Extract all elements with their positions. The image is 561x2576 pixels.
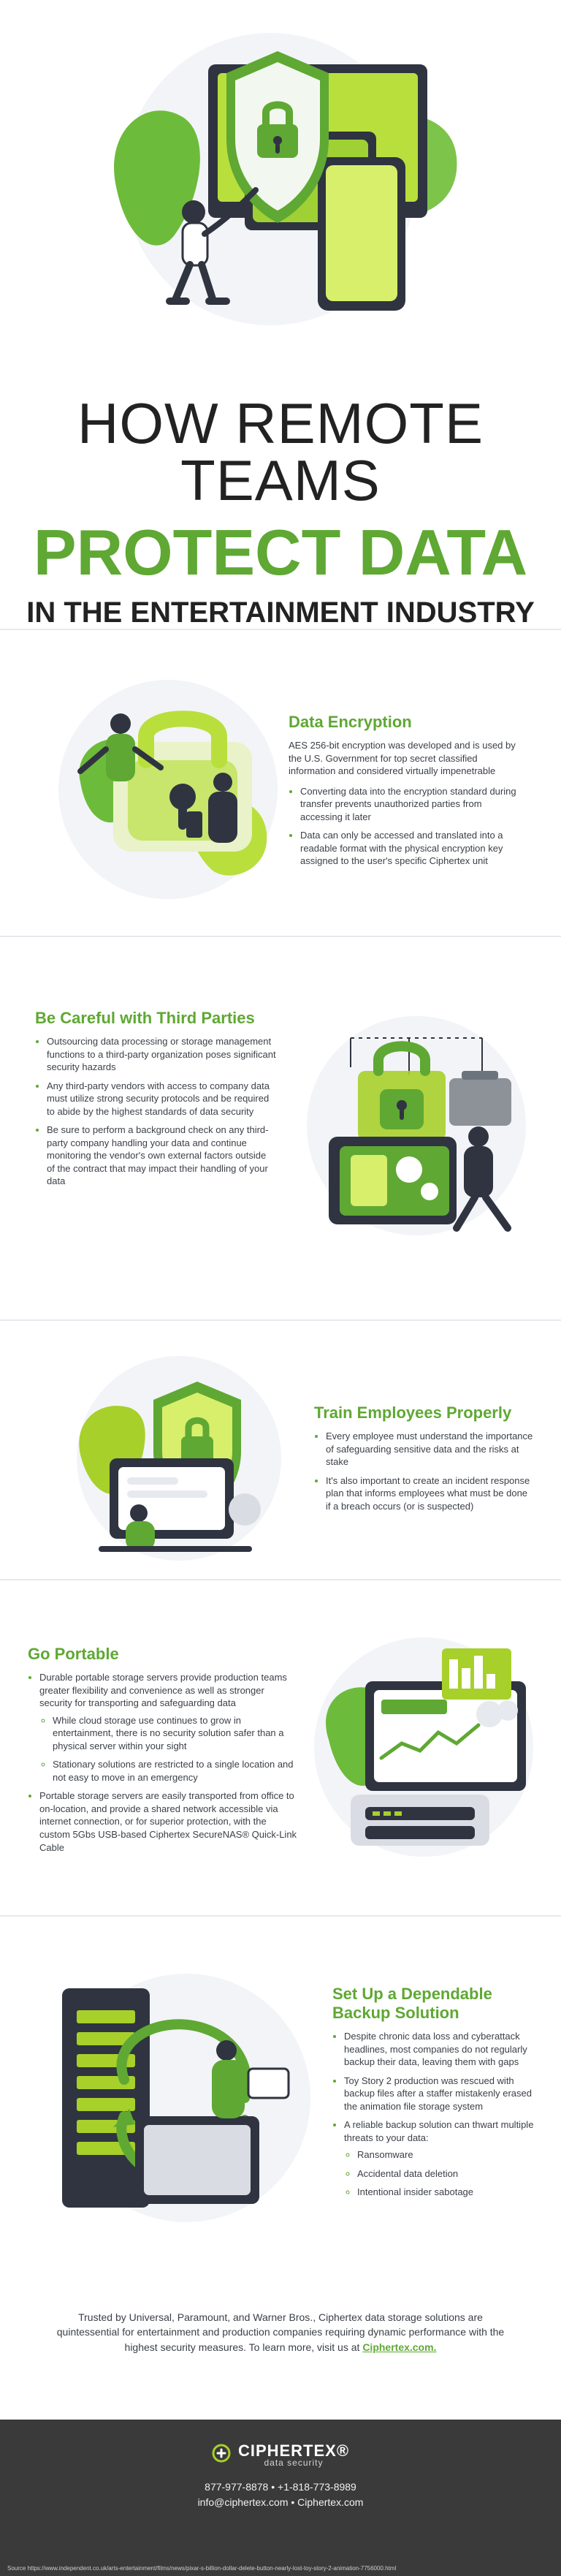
section-divider [0,1915,561,1917]
data-encryption-bullet: • Converting data into the encryption standard during transfer prevents unauthorized parties from accessing it later [300,785,522,824]
backup-bullet-text: A reliable backup solution can thwart multiple threats to your data: [344,2119,534,2143]
footer-contact [0,2480,561,2510]
go-portable-bullet-text: Durable portable storage servers provide production teams greater flexibility and convenience as well as stronger security for transporting and safeguarding data [39,1672,287,1709]
hero-section [0,0,561,629]
backup-bullets [332,2030,537,2199]
data-encryption-title: Data Encryption [289,713,412,731]
data-encryption-bullet: • Data can only be accessed and translated into a readable format with the physical encryption key assigned to the user's specific Ciphertex unit [300,829,522,868]
backup-threat: ◦ Ransomware [357,2148,537,2162]
third-parties-bullet: • Be sure to perform a background check on any third-party company handling your data and continue monitoring the vendor's own external factors outside of the contract that may impact their handling of your data [47,1124,276,1188]
data-encryption-art-svg [58,673,278,906]
go-portable-illustration [299,1630,541,1864]
go-portable-bullets [28,1671,298,1854]
backup-art-svg [33,1959,310,2237]
backup-bullet [344,2118,537,2199]
backup-illustration [33,1959,310,2237]
train-employees-bullet: • Every employee must understand the importance of safeguarding sensitive data and the risks at stake [326,1430,533,1469]
go-portable-art-svg [299,1630,541,1864]
section-divider [0,1319,561,1321]
section-divider [0,629,561,630]
third-parties-content [35,1009,276,1194]
footer-source: Source https://www.independent.co.uk/arts-entertainment/films/news/pixar-s-billion-dollar-delete-button-nearly-lost-toy-story-2-animation-7756000.html [7,2565,397,2572]
ciphertex-link[interactable]: Ciphertex.com. [362,2341,437,2353]
backup-threat: ◦ Intentional insider sabotage [357,2186,537,2199]
footer-brand-text [238,2441,349,2468]
section-backup [0,1930,561,2281]
brand-name: CIPHERTEX® [237,2441,350,2460]
backup-title: Set Up a Dependable Backup Solution [332,1985,492,2022]
train-employees-title: Train Employees Properly [314,1403,512,1422]
go-portable-content [28,1645,298,1860]
third-parties-illustration [299,1009,526,1243]
go-portable-subbullet: ◦ Stationary solutions are restricted to a single location and not easy to move in an emergency [53,1758,298,1784]
section-train-employees [0,1334,561,1590]
train-employees-illustration [58,1349,292,1568]
trusted-text: Trusted by Universal, Paramount, and Warner Bros., Ciphertex data storage solutions are quintessential for entertainment and production companies requiring dynamic performance with the highest security measures. To learn more, visit us at [56,2311,505,2353]
train-employees-bullets [314,1430,533,1512]
footer-phone: 877-977-8878 • +1-818-773-8989 [205,2481,356,2493]
logo-svg [212,2444,231,2463]
hero-title-line1: HOW REMOTE TEAMS [77,391,484,512]
hero-title [0,391,561,629]
backup-threats [344,2148,537,2199]
data-encryption-intro: AES 256-bit encryption was developed and is used by the U.S. Government for top secret classified information and considered virtually impenetrable [289,740,516,777]
section-third-parties [0,950,561,1294]
third-parties-art-svg [299,1009,526,1243]
third-parties-title: Be Careful with Third Parties [35,1009,255,1027]
backup-content [332,1985,537,2205]
train-employees-content [314,1403,533,1518]
backup-bullet: • Toy Story 2 production was rescued with backup files after a staffer mistakenly erased the animation file storage system [344,2075,537,2113]
train-employees-bullet: • It's also important to create an incident response plan that informs employees what must be done if a breach occurs (or is suspected) [326,1474,533,1513]
train-employees-art-svg [58,1349,292,1568]
go-portable-subbullets [39,1714,298,1784]
brand-sub: data security [264,2458,324,2468]
hero-art-svg [88,29,473,351]
hero-title-line2: PROTECT DATA [33,516,528,588]
footer [0,2420,561,2576]
footer-email-site: info@ciphertex.com • Ciphertex.com [197,2496,364,2508]
data-encryption-illustration [58,673,278,906]
section-divider [0,936,561,937]
third-parties-bullet: • Outsourcing data processing or storage management functions to a third-party organization poses significant security hazards [47,1035,276,1074]
third-parties-bullets [35,1035,276,1188]
go-portable-bullet [39,1671,298,1784]
section-go-portable [0,1594,561,1944]
third-parties-bullet: • Any third-party vendors with access to company data must utilize strong security protocols and be required to abide by the highest standards of data security [47,1080,276,1118]
go-portable-subbullet: ◦ While cloud storage use continues to grow in entertainment, there is no security solution safer than a physical server within your sight [53,1714,298,1753]
section-divider [0,1579,561,1580]
backup-threat: ◦ Accidental data deletion [357,2167,537,2181]
go-portable-title: Go Portable [28,1645,119,1663]
footer-brand [0,2441,561,2468]
ciphertex-logo-icon [212,2444,231,2466]
go-portable-bullet: • Portable storage servers are easily transported from office to on-location, and provide a shared network accessible via internet connection, or for superior protection, with the custom 5Gbs USB-based Ciphertex SecureNAS® Quick-Link Cable [39,1789,298,1854]
section-data-encryption [0,643,561,950]
data-encryption-content [289,713,522,874]
hero-title-line3: IN THE ENTERTAINMENT INDUSTRY [26,596,535,629]
data-encryption-bullets [289,785,522,868]
backup-bullet: • Despite chronic data loss and cyberattack headlines, most companies do not regularly backup their data, leaving them with gaps [344,2030,537,2069]
hero-illustration [88,29,473,351]
trusted-paragraph [54,2310,507,2355]
